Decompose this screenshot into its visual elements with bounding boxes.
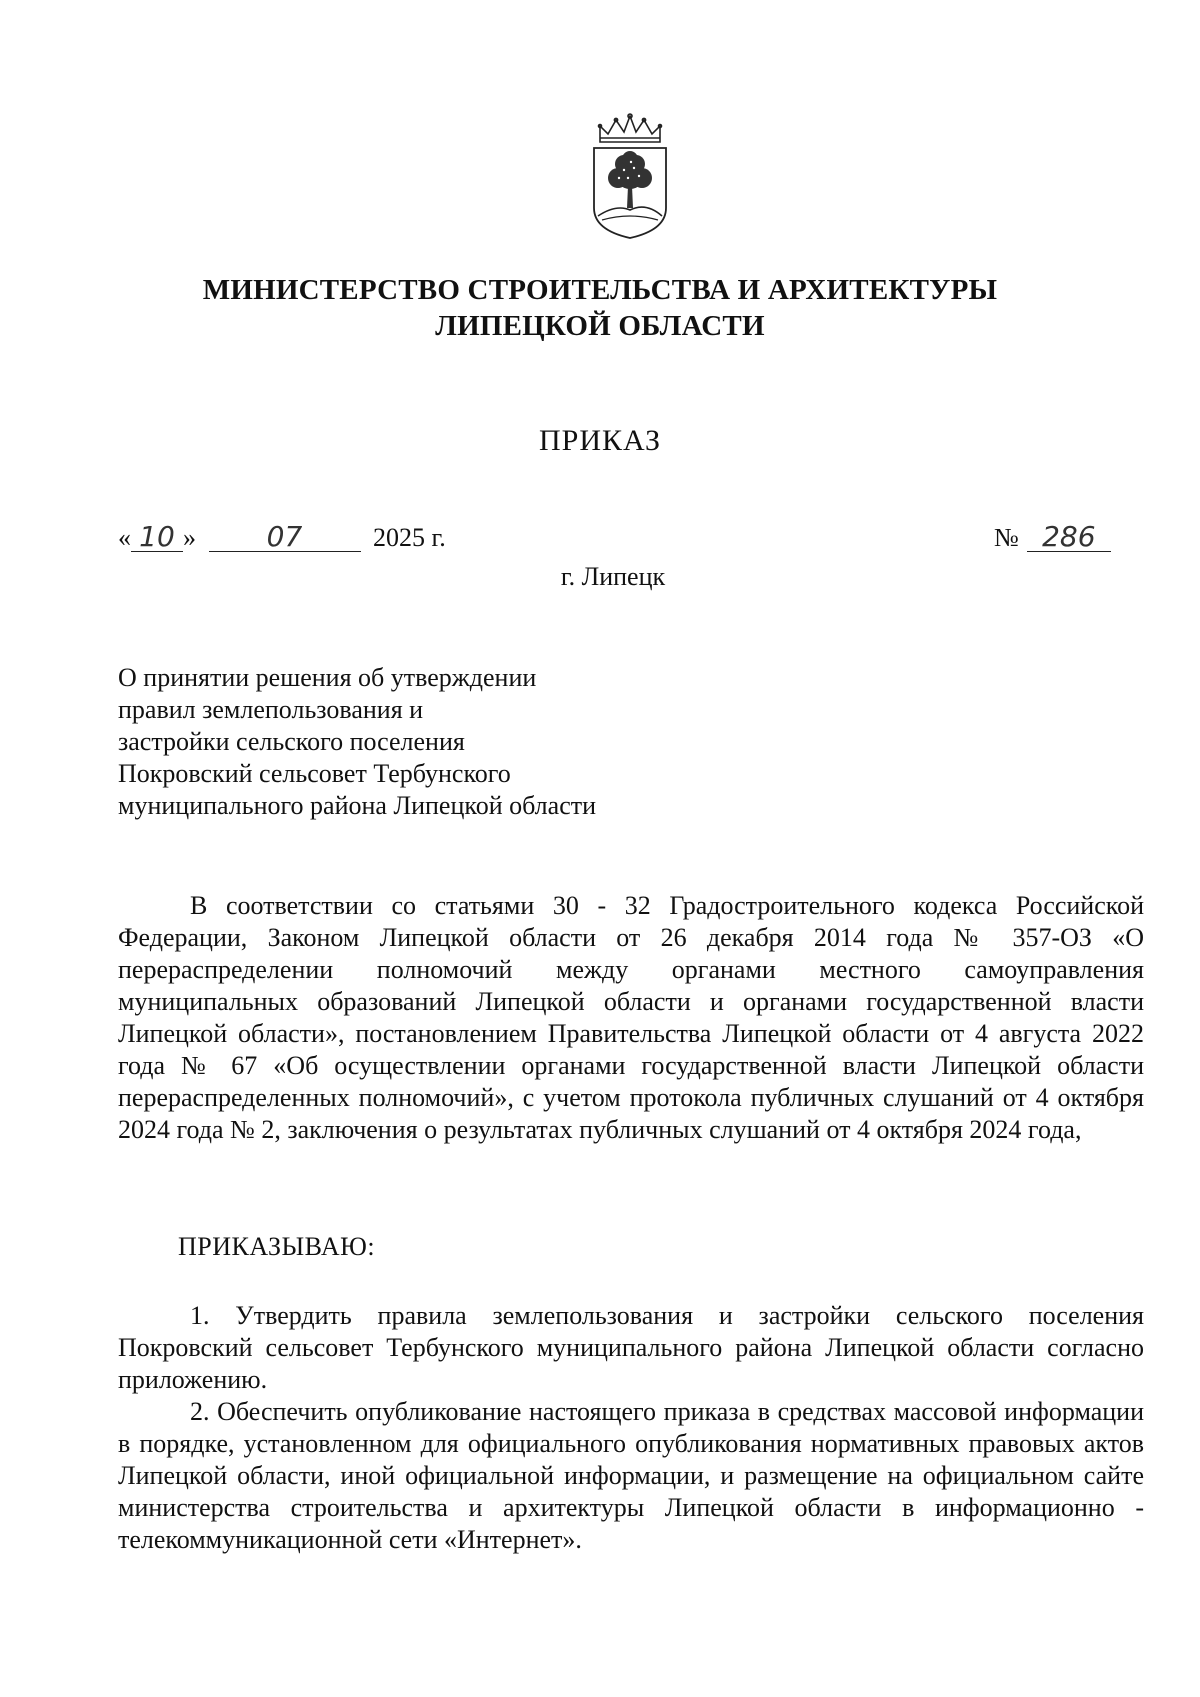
subject-line: муниципального района Липецкой области	[118, 791, 597, 820]
quote-open: «	[118, 523, 131, 552]
subject-line: застройки сельского поселения	[118, 727, 465, 756]
order-item-2: 2. Обеспечить опубликование настоящего приказа в средствах массовой информации в порядке, установленном для официального опубликования нормативных правовых актов Липецкой области, иной официальной информации, и размещение на официальном сайте министерства строительства и архитектуры Липецкой области в информационно - телекоммуникационной сети «Интернет».	[118, 1397, 1144, 1554]
issue-city: г. Липецк	[560, 562, 666, 591]
order-year: 2025 г.	[373, 523, 446, 552]
order-number	[994, 520, 1111, 553]
number-sign: №	[994, 523, 1019, 552]
order-item-1: 1. Утвердить правила землепользования и застройки сельского поселения Покровский сельсовет Тербунского муниципального района Липецкой области согласно приложению.	[118, 1301, 1144, 1394]
subject-line: правил землепользования и	[118, 695, 424, 724]
order-subject	[118, 662, 678, 822]
preamble-paragraph: В соответствии со статьями 30 - 32 Градостроительного кодекса Российской Федерации, Законом Липецкой области от 26 декабря 2014 года № 357-ОЗ «О перераспределении полномочий между органами местного самоуправления муниципальных образований Липецкой области и органами государственной власти Липецкой области», постановлением Правительства Липецкой области от 4 августа 2022 года № 67 «Об осуществлении органами государственной власти Липецкой области перераспределенных полномочий», с учетом протокола публичных слушаний от 4 октября 2024 года № 2, заключения о результатах публичных слушаний от 4 октября 2024 года,	[118, 891, 1144, 1144]
order-number-handwritten: 286	[1027, 523, 1111, 552]
order-month-handwritten: 07	[209, 523, 361, 552]
quote-close: »	[183, 523, 196, 552]
lipetsk-coat-of-arms-icon	[586, 112, 674, 242]
order-date	[118, 520, 446, 553]
subject-line: О принятии решения об утверждении	[118, 663, 537, 692]
ministry-name-line1: МИНИСТЕРСТВО СТРОИТЕЛЬСТВА И АРХИТЕКТУРЫ	[202, 274, 998, 306]
directive-heading: ПРИКАЗЫВАЮ:	[178, 1232, 376, 1261]
document-type-title: ПРИКАЗ	[539, 424, 661, 457]
ministry-name-line2: ЛИПЕЦКОЙ ОБЛАСТИ	[435, 310, 765, 342]
order-day-handwritten: 10	[131, 523, 183, 552]
ministry-name	[0, 272, 1200, 344]
subject-line: Покровский сельсовет Тербунского	[118, 759, 511, 788]
